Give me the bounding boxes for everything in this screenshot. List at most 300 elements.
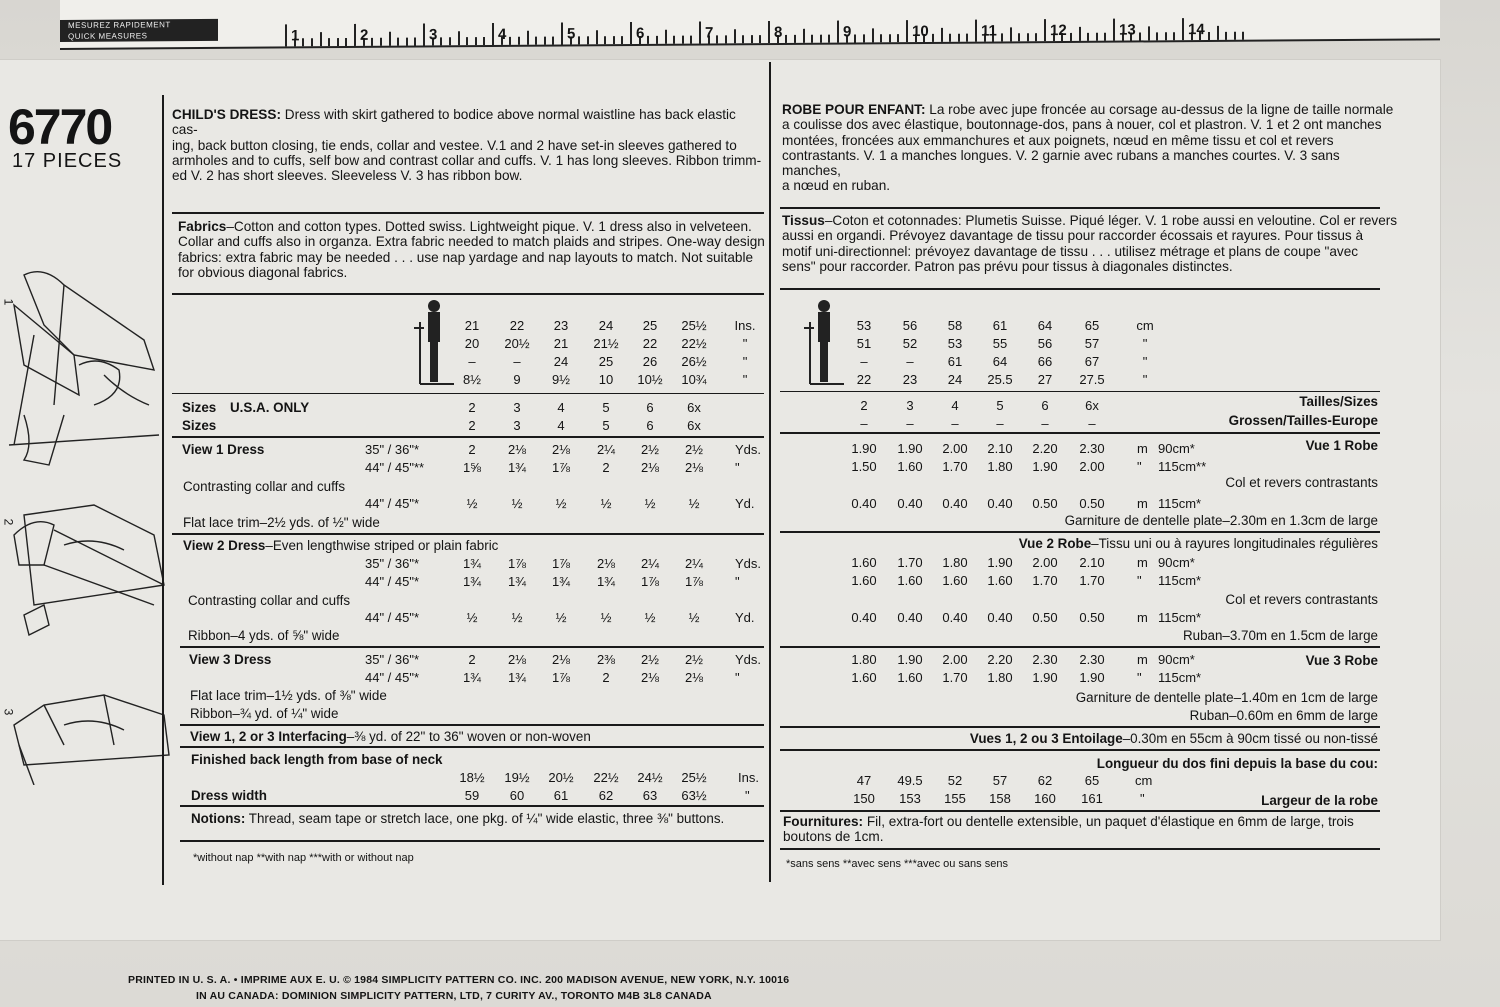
metrage-cell: 2.20 <box>1032 441 1058 456</box>
metrage-cell: 1.80 <box>942 555 968 570</box>
fabric-width: 44" / 45"* <box>365 574 420 589</box>
metrage-cell: 1.90 <box>1032 459 1058 474</box>
fr-fabrics <box>782 213 1402 274</box>
ruler-tick <box>690 36 692 44</box>
unit-label: " <box>735 460 740 475</box>
yardage-cell: 1¾ <box>551 574 571 589</box>
ruler-tick <box>811 35 813 43</box>
fabric-width: 90cm* <box>1158 441 1195 456</box>
ruler-tick <box>302 38 304 46</box>
ruler-tick <box>759 35 761 43</box>
unit-label: " <box>735 574 740 589</box>
ruler-tick <box>1234 32 1236 40</box>
measure-cell: 56 <box>902 318 918 333</box>
measure-cell: 66 <box>1037 354 1053 369</box>
measure-cell: 58 <box>947 318 963 333</box>
ruler-tick <box>1165 32 1167 40</box>
ruler-tick <box>552 37 554 45</box>
yardage-cell: ½ <box>511 496 523 511</box>
yardage-cell: 2¼ <box>684 556 704 571</box>
fr-view3-label: Vue 3 Robe <box>1305 653 1378 668</box>
ruler-tick <box>837 21 839 43</box>
ruler-tick <box>466 37 468 45</box>
ruler-number: 5 <box>567 25 576 43</box>
size-cell: 2 <box>860 398 868 413</box>
measure-cell: 22 <box>642 336 658 351</box>
dress-width-cell: 153 <box>899 791 921 806</box>
ruler-label <box>60 19 218 42</box>
yardage-cell: 2⅛ <box>640 670 660 685</box>
fr-divider <box>780 207 1380 209</box>
metrage-cell: 2.30 <box>1079 441 1105 456</box>
measure-cell: 56 <box>1037 336 1053 351</box>
ruler-tick <box>854 34 856 42</box>
ruler-tick <box>647 36 649 44</box>
yardage-cell: ½ <box>688 610 700 625</box>
yardage-cell: 2 <box>468 442 476 457</box>
ruler-tick <box>311 38 313 46</box>
back-length-cell: 24½ <box>637 770 663 785</box>
ruler-tick <box>699 22 701 44</box>
en-sizes-label: Sizes <box>182 400 217 415</box>
fabric-width: 115cm* <box>1158 670 1202 685</box>
measure-cell: 53 <box>856 318 872 333</box>
measure-cell: 25 <box>642 318 658 333</box>
en-view2-suffix: –Even lengthwise striped or plain fabric <box>265 538 499 553</box>
fabric-width: 115cm* <box>1158 496 1202 511</box>
yardage-cell: 2⅛ <box>684 460 704 475</box>
measure-cell: 20½ <box>504 336 530 351</box>
fr-interfacing-label: Vues 1, 2 ou 3 Entoilage <box>969 731 1123 746</box>
ruler-number: 2 <box>360 26 369 44</box>
yardage-cell: ½ <box>688 496 700 511</box>
unit-label: Yds. <box>735 652 762 667</box>
dress-width-cell: 63½ <box>681 788 707 803</box>
fr-view2-ribbon: Ruban–3.70m en 1.5cm de large <box>1182 628 1378 643</box>
fr-dress-width-label: Largeur de la robe <box>1261 793 1378 808</box>
fabric-width: 90cm* <box>1158 555 1195 570</box>
fr-notions-line: boutons de 1cm. <box>783 829 884 845</box>
ruler-tick <box>492 23 494 45</box>
en-view1-lace: Flat lace trim–2½ yds. of ½" wide <box>183 515 380 530</box>
ruler-tick <box>397 38 399 46</box>
metrage-cell: 1.60 <box>897 459 923 474</box>
ruler-tick <box>1139 32 1141 40</box>
ruler-tick <box>897 34 899 42</box>
yardage-cell: ½ <box>644 496 656 511</box>
yardage-cell: ½ <box>600 496 612 511</box>
en-view1-collar-label: Contrasting collar and cuffs <box>183 479 346 494</box>
ruler-tick <box>389 32 391 46</box>
ruler-tick <box>449 37 451 45</box>
yardage-cell: 2 <box>468 652 476 667</box>
measure-cell: 26 <box>642 354 658 369</box>
dress-width-cell: 62 <box>598 788 614 803</box>
ruler-tick <box>345 38 347 46</box>
view-sketches <box>4 245 174 785</box>
ruler-number: 9 <box>843 23 852 41</box>
metrage-cell: 1.90 <box>897 652 923 667</box>
yardage-cell: 2⅛ <box>596 556 616 571</box>
ruler-tick <box>613 36 615 44</box>
unit-label: Yds. <box>735 442 762 457</box>
dress-width-cell: 150 <box>853 791 875 806</box>
ruler-tick <box>932 34 934 42</box>
center-divider <box>769 62 771 882</box>
measure-cell: 25.5 <box>987 372 1013 387</box>
ruler-number: 10 <box>912 22 929 41</box>
metrage-cell: 2.10 <box>987 441 1013 456</box>
back-length-cell: 52 <box>947 773 963 788</box>
yardage-cell: 2⅛ <box>551 442 571 457</box>
metrage-cell: 0.50 <box>1079 496 1105 511</box>
ruler-number: 4 <box>498 25 507 43</box>
yardage-cell: ½ <box>555 610 567 625</box>
yardage-cell: ½ <box>644 610 656 625</box>
en-back-length-label: Finished back length from base of neck <box>191 752 443 767</box>
fr-interfacing-suffix: –0.30m en 55cm à 90cm tissé ou non-tissé <box>1122 731 1378 746</box>
measure-cell: – <box>513 354 521 369</box>
unit-label: " <box>1137 670 1142 685</box>
yardage-cell: 2⅛ <box>684 670 704 685</box>
metrage-cell: 1.70 <box>942 459 968 474</box>
ruler-tick <box>337 38 339 46</box>
ruler-tick <box>328 38 330 46</box>
yardage-cell: 1⅞ <box>551 460 571 475</box>
ruler-tick <box>1242 32 1244 40</box>
ruler-tick <box>958 34 960 42</box>
fr-divider <box>780 432 1380 434</box>
size-cell: 2 <box>468 418 476 433</box>
measure-cell: 22 <box>509 318 525 333</box>
ruler-tick <box>1208 32 1210 40</box>
ruler-tick <box>518 37 520 45</box>
en-view2-collar-label: Contrasting collar and cuffs <box>188 593 351 608</box>
yardage-cell: 1⅞ <box>507 556 527 571</box>
ruler-tick <box>1087 33 1089 41</box>
measuring-ruler <box>60 0 1440 50</box>
fr-desc-line: La robe avec jupe froncée au corsage au-dessus de la ligne de taille normale <box>929 102 1394 117</box>
size-cell: – <box>1088 416 1096 431</box>
ruler-number: 8 <box>774 23 783 42</box>
fr-sizes-label: Tailles/Sizes <box>1299 394 1378 409</box>
ruler-tick <box>975 20 977 42</box>
measure-cell: 26½ <box>681 354 707 369</box>
metrage-cell: 1.70 <box>897 555 923 570</box>
ruler-number: 11 <box>981 22 997 40</box>
en-dress-width-label: Dress width <box>191 788 267 803</box>
yardage-cell: 2⅛ <box>507 652 527 667</box>
fr-divider <box>780 810 1380 812</box>
en-view2-ribbon: Ribbon–4 yds. of ⅝" wide <box>188 628 340 643</box>
measure-cell: 65 <box>1084 318 1100 333</box>
en-fabrics <box>178 219 768 280</box>
ruler-label-line2: QUICK MEASURES <box>68 31 148 41</box>
unit-label: " <box>1137 573 1142 588</box>
en-description <box>172 107 762 183</box>
yardage-cell: 2⅜ <box>596 652 616 667</box>
fr-title: ROBE POUR ENFANT: <box>782 102 926 117</box>
measure-cell: – <box>468 354 476 369</box>
metrage-cell: 0.40 <box>851 496 877 511</box>
metrage-cell: 1.60 <box>897 573 923 588</box>
measure-cell: Ins. <box>734 318 756 333</box>
measure-cell: 22 <box>856 372 872 387</box>
ruler-tick <box>1018 33 1020 41</box>
en-desc-line: ing, back button closing, tie ends, collar and vestee. V.1 and 2 have set-in sleeves gathered to <box>172 137 737 153</box>
yardage-cell: 1¾ <box>462 670 482 685</box>
ruler-number: 7 <box>705 24 714 42</box>
measure-cell: 67 <box>1084 354 1100 369</box>
ruler-tick <box>544 37 546 45</box>
en-notions-label: Notions: <box>191 811 246 826</box>
back-length-cell: 19½ <box>504 770 530 785</box>
ruler-tick <box>872 28 874 42</box>
ruler-tick <box>1148 26 1150 40</box>
metrage-cell: 1.50 <box>851 459 877 474</box>
ruler-number: 14 <box>1188 21 1205 39</box>
unit-label: Yds. <box>735 556 762 571</box>
ruler-tick <box>371 38 373 46</box>
measure-cell: 20 <box>464 336 480 351</box>
measure-cell: 24 <box>947 372 963 387</box>
fabric-width: 115cm* <box>1158 573 1202 588</box>
ruler-number: 3 <box>429 26 438 44</box>
measure-cell: " <box>742 354 748 369</box>
dress-width-cell: 155 <box>944 791 966 806</box>
dress-width-cell: 59 <box>464 788 480 803</box>
ruler-tick <box>483 37 485 45</box>
yardage-cell: 1⅝ <box>462 460 482 475</box>
back-length-cell: 47 <box>856 773 872 788</box>
yardage-cell: 2 <box>602 670 610 685</box>
yardage-cell: 2½ <box>640 652 660 667</box>
back-length-cell: 57 <box>992 773 1008 788</box>
fr-sizes-europe-label: Grossen/Tailles-Europe <box>1228 413 1378 428</box>
yardage-cell: 2¼ <box>640 556 660 571</box>
size-cell: – <box>951 416 959 431</box>
yardage-cell: 1¾ <box>507 460 527 475</box>
size-cell: – <box>1041 416 1049 431</box>
ruler-tick <box>828 35 830 43</box>
unit-label: m <box>1137 610 1148 625</box>
metrage-cell: 1.70 <box>1032 573 1058 588</box>
en-footnote: *without nap **with nap ***with or without nap <box>193 852 414 864</box>
yardage-cell: ½ <box>466 496 478 511</box>
ruler-tick <box>1173 32 1175 40</box>
measure-cell: 9½ <box>551 372 571 387</box>
metrage-cell: 1.70 <box>1079 573 1105 588</box>
ruler-tick <box>587 36 589 44</box>
fr-divider <box>780 848 1380 850</box>
yardage-cell: 1¾ <box>596 574 616 589</box>
yardage-cell: 2½ <box>684 442 704 457</box>
dress-width-cell: 60 <box>509 788 525 803</box>
en-desc-line: Dress with skirt gathered to bodice above normal waistline has back elastic cas- <box>172 107 736 138</box>
metrage-cell: 0.40 <box>897 610 923 625</box>
en-sizes-label: Sizes <box>182 418 217 433</box>
en-divider <box>180 724 764 726</box>
metrage-cell: 0.40 <box>942 496 968 511</box>
en-view1-label: View 1 Dress <box>182 442 265 457</box>
en-view3-lace: Flat lace trim–1½ yds. of ⅜" wide <box>190 688 387 703</box>
measure-cell: – <box>906 354 914 369</box>
en-title: CHILD'S DRESS: <box>172 107 281 122</box>
fr-desc-line: a nœud en ruban. <box>782 178 891 194</box>
fr-view2-suffix: –Tissu uni ou à rayures longitudinales régulières <box>1091 536 1378 551</box>
view-number-2: 2 <box>1 518 16 526</box>
fr-desc-line: a coulisse dos avec élastique, boutonnage-dos, pans à nouer, col et plastron. V. 1 et 2 ont manches <box>782 117 1382 133</box>
dress-width-cell: 61 <box>553 788 569 803</box>
en-divider <box>172 212 764 214</box>
measure-cell: 61 <box>992 318 1008 333</box>
metrage-cell: 1.80 <box>851 652 877 667</box>
fabric-width: 44" / 45"* <box>365 496 420 511</box>
en-fabrics-line: Collar and cuffs also in organza. Extra fabric needed to match plaids and stripes. One-way design <box>178 234 765 250</box>
metrage-cell: 1.60 <box>851 573 877 588</box>
fr-notions <box>783 814 1383 845</box>
en-fabrics-label: Fabrics <box>178 219 227 234</box>
ruler-tick <box>1001 33 1003 41</box>
ruler-tick <box>1044 19 1046 41</box>
body-measure-icon <box>410 298 458 390</box>
measure-cell: 25 <box>598 354 614 369</box>
fr-fabrics-line: sens" pour raccorder. Patron pas prévu pour tissus à diagonales distinctes. <box>782 258 1233 274</box>
en-divider <box>172 436 764 438</box>
fr-view1-collar-label: Col et revers contrastants <box>1225 475 1378 490</box>
en-divider <box>172 533 764 535</box>
yardage-cell: 1⅞ <box>551 670 571 685</box>
en-divider <box>172 293 764 295</box>
ruler-tick <box>1096 33 1098 41</box>
unit-label: Yd. <box>735 610 755 625</box>
back-length-cell: 62 <box>1037 773 1053 788</box>
view-number-3: 3 <box>1 708 16 716</box>
ruler-tick <box>1217 26 1219 40</box>
yardage-cell: 2⅛ <box>551 652 571 667</box>
ruler-tick <box>1035 33 1037 41</box>
metrage-cell: 1.70 <box>942 670 968 685</box>
measure-cell: 57 <box>1084 336 1100 351</box>
measure-cell: 23 <box>902 372 918 387</box>
ruler-tick <box>440 37 442 45</box>
fabric-width: 115cm* <box>1158 610 1202 625</box>
ruler-number: 6 <box>636 24 645 42</box>
view-number-1: 1 <box>1 298 16 306</box>
ruler-tick <box>725 35 727 43</box>
fr-fabrics-line: –Coton et cotonnades: Plumetis Suisse. Piqué léger. V. 1 robe aussi en veloutine. Col er revers <box>824 213 1398 228</box>
ruler-tick <box>406 38 408 46</box>
size-cell: 6 <box>646 400 654 415</box>
size-cell: – <box>906 416 914 431</box>
measure-cell: 8½ <box>462 372 482 387</box>
en-view3-label: View 3 Dress <box>189 652 272 667</box>
fabric-width: 115cm** <box>1158 459 1207 474</box>
ruler-tick <box>820 35 822 43</box>
fr-divider <box>780 391 1380 392</box>
yardage-cell: ½ <box>466 610 478 625</box>
footer-canada-line: IN AU CANADA: DOMINION SIMPLICITY PATTERN, LTD, 7 CURITY AV., TORONTO M4B 3L8 CANADA <box>196 990 712 1002</box>
measure-cell: 53 <box>947 336 963 351</box>
measure-cell: 10 <box>598 372 614 387</box>
measure-cell: 24 <box>553 354 569 369</box>
ruler-tick <box>751 35 753 43</box>
size-cell: 3 <box>513 400 521 415</box>
dress-width-cell: 160 <box>1034 791 1056 806</box>
metrage-cell: 2.30 <box>1032 652 1058 667</box>
yardage-cell: 2½ <box>640 442 660 457</box>
size-cell: 4 <box>557 418 565 433</box>
measure-cell: 55 <box>992 336 1008 351</box>
measure-cell: 10½ <box>637 372 663 387</box>
en-fabrics-line: –Cotton and cotton types. Dotted swiss. Lightweight pique. V. 1 dress also in velveteen. <box>226 219 752 234</box>
fr-divider <box>780 531 1380 533</box>
pattern-number: 6770 <box>8 99 112 155</box>
fr-view1-label: Vue 1 Robe <box>1305 438 1378 453</box>
ruler-tick <box>475 37 477 45</box>
yardage-cell: 2 <box>602 460 610 475</box>
ruler-tick <box>803 29 805 43</box>
ruler-tick <box>665 30 667 44</box>
unit-label: m <box>1137 496 1148 511</box>
en-divider <box>180 646 764 648</box>
size-cell: 5 <box>602 400 610 415</box>
ruler-tick <box>889 34 891 42</box>
metrage-cell: 0.50 <box>1032 496 1058 511</box>
measure-cell: – <box>860 354 868 369</box>
measure-cell: 27 <box>1037 372 1053 387</box>
en-fabrics-line: fabrics: extra fabric may be needed . . . use nap yardage and nap layouts to match. Not suitable <box>178 249 754 265</box>
yardage-cell: 1¾ <box>507 574 527 589</box>
fr-divider <box>780 646 1380 648</box>
metrage-cell: 1.90 <box>1032 670 1058 685</box>
yardage-cell: 1⅞ <box>551 556 571 571</box>
unit-label: Ins. <box>738 770 759 785</box>
back-length-cell: 25½ <box>681 770 707 785</box>
metrage-cell: 2.10 <box>1079 555 1105 570</box>
unit-label: Yd. <box>735 496 755 511</box>
fr-fabrics-line: motif uni-directionnel: prévoyez davantage de tissu . . . utilisez métrage et plans de coupe "avec <box>782 243 1359 259</box>
en-sizes-usa-label: U.S.A. ONLY <box>230 400 310 415</box>
ruler-tick <box>1156 32 1158 40</box>
metrage-cell: 1.60 <box>851 670 877 685</box>
measure-cell: " <box>1142 372 1148 387</box>
metrage-cell: 1.60 <box>987 573 1013 588</box>
fr-desc-line: contrastants. V. 1 a manches longues. V. 2 garnie avec rubans a manches courtes. V. 3 sans manches, <box>782 147 1340 179</box>
size-cell: 3 <box>513 418 521 433</box>
footer-printed-line: PRINTED IN U. S. A. • IMPRIME AUX E. U. © 1984 SIMPLICITY PATTERN CO. INC. 200 MADISON AVENUE, NEW YORK, N.Y. 10016 <box>128 974 790 986</box>
yardage-cell: 2⅛ <box>507 442 527 457</box>
measure-cell: 64 <box>1037 318 1053 333</box>
metrage-cell: 2.20 <box>987 652 1013 667</box>
ruler-tick <box>785 35 787 43</box>
ruler-tick <box>863 34 865 42</box>
ruler-tick <box>458 31 460 45</box>
yardage-cell: 1¾ <box>507 670 527 685</box>
metrage-cell: 0.40 <box>987 496 1013 511</box>
metrage-cell: 2.00 <box>1079 459 1105 474</box>
ruler-tick <box>535 37 537 45</box>
ruler-tick <box>380 38 382 46</box>
ruler-tick <box>423 23 425 45</box>
size-cell: – <box>996 416 1004 431</box>
metrage-cell: 2.30 <box>1079 652 1105 667</box>
metrage-cell: 1.90 <box>987 555 1013 570</box>
back-length-cell: 20½ <box>548 770 574 785</box>
size-cell: 5 <box>602 418 610 433</box>
metrage-cell: 0.40 <box>897 496 923 511</box>
size-cell: 6x <box>687 418 701 433</box>
